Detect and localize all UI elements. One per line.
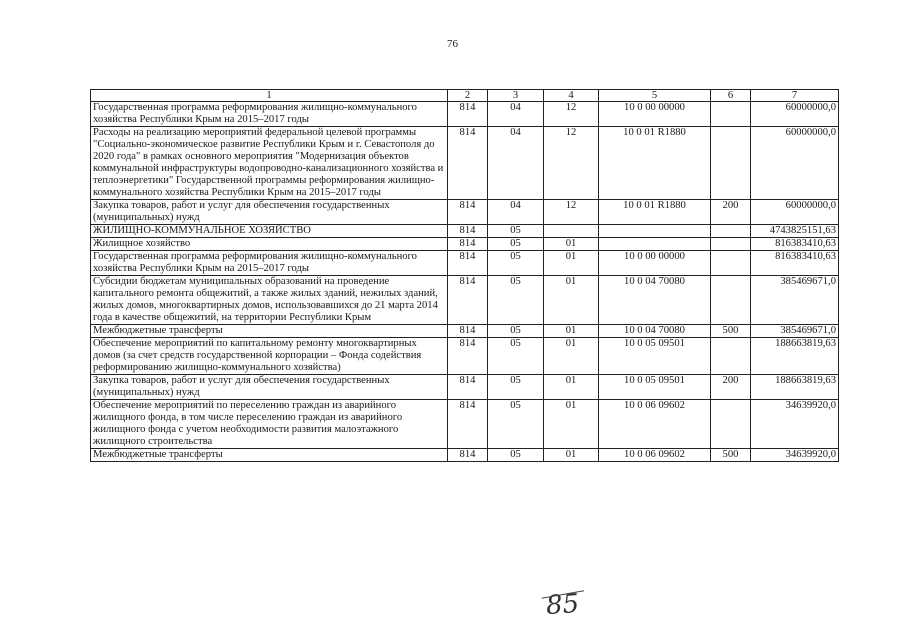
table-row (91, 338, 839, 375)
row-code-cell: 814 (448, 225, 488, 238)
row-amount-cell: 60000000,0 (751, 127, 839, 200)
row-code-cell: 01 (544, 251, 599, 276)
row-code-cell: 10 0 05 09501 (599, 338, 711, 375)
table-row (91, 102, 839, 127)
row-code-cell: 10 0 04 70080 (599, 276, 711, 325)
row-code-cell: 01 (544, 338, 599, 375)
row-code-cell: 05 (488, 251, 544, 276)
column-header: 6 (711, 90, 751, 102)
row-code-cell: 814 (448, 200, 488, 225)
table-row (91, 251, 839, 276)
table-row (91, 238, 839, 251)
row-name-cell: Государственная программа реформирования жилищно-коммунального хозяйства Республики Крым на 2015–2017 годы (91, 251, 448, 276)
table-row (91, 127, 839, 200)
row-code-cell: 814 (448, 338, 488, 375)
column-header: 4 (544, 90, 599, 102)
budget-table (90, 89, 839, 462)
row-code-cell: 10 0 06 09602 (599, 449, 711, 462)
row-code-cell: 05 (488, 449, 544, 462)
row-amount-cell: 188663819,63 (751, 375, 839, 400)
row-code-cell: 814 (448, 449, 488, 462)
column-header: 2 (448, 90, 488, 102)
row-code-cell: 814 (448, 251, 488, 276)
row-amount-cell: 34639920,0 (751, 400, 839, 449)
row-code-cell: 05 (488, 238, 544, 251)
row-name-cell: Обеспечение мероприятий по переселению граждан из аварийного жилищного фонда, в том числе переселению граждан из аварийного жилищного фонда с учетом необходимости развития малоэтажного жилищного строительства (91, 400, 448, 449)
table-header-row (91, 90, 839, 102)
row-code-cell (711, 238, 751, 251)
row-code-cell: 01 (544, 400, 599, 449)
row-code-cell (599, 225, 711, 238)
row-code-cell: 10 0 04 70080 (599, 325, 711, 338)
row-code-cell (711, 400, 751, 449)
row-code-cell: 814 (448, 375, 488, 400)
row-name-cell: Жилищное хозяйство (91, 238, 448, 251)
row-code-cell: 01 (544, 449, 599, 462)
row-code-cell (599, 238, 711, 251)
row-code-cell: 05 (488, 325, 544, 338)
column-header: 7 (751, 90, 839, 102)
row-amount-cell: 816383410,63 (751, 238, 839, 251)
row-code-cell: 10 0 05 09501 (599, 375, 711, 400)
row-code-cell: 500 (711, 325, 751, 338)
row-code-cell: 01 (544, 276, 599, 325)
row-name-cell: ЖИЛИЩНО-КОММУНАЛЬНОЕ ХОЗЯЙСТВО (91, 225, 448, 238)
row-code-cell: 05 (488, 375, 544, 400)
row-amount-cell: 188663819,63 (751, 338, 839, 375)
row-amount-cell: 34639920,0 (751, 449, 839, 462)
row-code-cell (711, 102, 751, 127)
column-header: 5 (599, 90, 711, 102)
row-amount-cell: 816383410,63 (751, 251, 839, 276)
column-header: 3 (488, 90, 544, 102)
table-row (91, 400, 839, 449)
row-code-cell (711, 338, 751, 375)
row-code-cell: 04 (488, 102, 544, 127)
row-code-cell: 12 (544, 127, 599, 200)
row-name-cell: Закупка товаров, работ и услуг для обеспечения государственных (муниципальных) нужд (91, 200, 448, 225)
row-code-cell: 200 (711, 200, 751, 225)
row-code-cell: 10 0 06 09602 (599, 400, 711, 449)
row-code-cell: 814 (448, 400, 488, 449)
row-code-cell: 12 (544, 200, 599, 225)
row-code-cell: 01 (544, 375, 599, 400)
row-code-cell: 814 (448, 127, 488, 200)
row-code-cell: 10 0 01 R1880 (599, 127, 711, 200)
row-code-cell: 814 (448, 325, 488, 338)
row-name-cell: Государственная программа реформирования жилищно-коммунального хозяйства Республики Крым на 2015–2017 годы (91, 102, 448, 127)
row-name-cell: Обеспечение мероприятий по капитальному ремонту многоквартирных домов (за счет средств государственной корпорации – Фонда содействия реформированию жилищно-коммунального хозяйства) (91, 338, 448, 375)
row-code-cell (544, 225, 599, 238)
table-row (91, 200, 839, 225)
row-code-cell: 10 0 01 R1880 (599, 200, 711, 225)
row-code-cell (711, 127, 751, 200)
table-row (91, 325, 839, 338)
row-code-cell: 05 (488, 338, 544, 375)
column-header: 1 (91, 90, 448, 102)
row-code-cell: 04 (488, 127, 544, 200)
row-name-cell: Межбюджетные трансферты (91, 325, 448, 338)
table-body (91, 102, 839, 462)
row-code-cell (711, 251, 751, 276)
row-name-cell: Закупка товаров, работ и услуг для обеспечения государственных (муниципальных) нужд (91, 375, 448, 400)
row-code-cell: 500 (711, 449, 751, 462)
row-code-cell: 05 (488, 276, 544, 325)
row-amount-cell: 385469671,0 (751, 325, 839, 338)
row-code-cell: 814 (448, 276, 488, 325)
handwritten-page-mark: 85 (544, 588, 581, 622)
row-name-cell: Субсидии бюджетам муниципальных образований на проведение капитального ремонта общежитий, а также жилых зданий, нежилых зданий, жилых домов, многоквартирных домов, использовавшихся до 21 марта 2014 года в качестве общежитий, на территории Республики Крым (91, 276, 448, 325)
row-code-cell (711, 225, 751, 238)
row-name-cell: Расходы на реализацию мероприятий федеральной целевой программы "Социально-экономическое развитие Республики Крым и г. Севастополя до 2020 года" в рамках основного мероприятия "Модернизация объектов коммунальной инфраструктуры водопроводно-канализационного хозяйства и теплоэнергетики" Государственной программы реформирования жилищно-коммунального хозяйства Республики Крым на 2015–2017 годы (91, 127, 448, 200)
row-amount-cell: 60000000,0 (751, 102, 839, 127)
row-amount-cell: 385469671,0 (751, 276, 839, 325)
page-number: 76 (447, 38, 458, 50)
table-row (91, 225, 839, 238)
row-code-cell: 05 (488, 400, 544, 449)
row-code-cell: 01 (544, 325, 599, 338)
row-code-cell: 10 0 00 00000 (599, 102, 711, 127)
table-row (91, 449, 839, 462)
row-code-cell: 01 (544, 238, 599, 251)
row-code-cell: 05 (488, 225, 544, 238)
row-name-cell: Межбюджетные трансферты (91, 449, 448, 462)
row-code-cell: 200 (711, 375, 751, 400)
row-amount-cell: 60000000,0 (751, 200, 839, 225)
row-amount-cell: 4743825151,63 (751, 225, 839, 238)
row-code-cell (711, 276, 751, 325)
table-row (91, 375, 839, 400)
row-code-cell: 814 (448, 102, 488, 127)
row-code-cell: 12 (544, 102, 599, 127)
table-row (91, 276, 839, 325)
row-code-cell: 04 (488, 200, 544, 225)
row-code-cell: 10 0 00 00000 (599, 251, 711, 276)
row-code-cell: 814 (448, 238, 488, 251)
